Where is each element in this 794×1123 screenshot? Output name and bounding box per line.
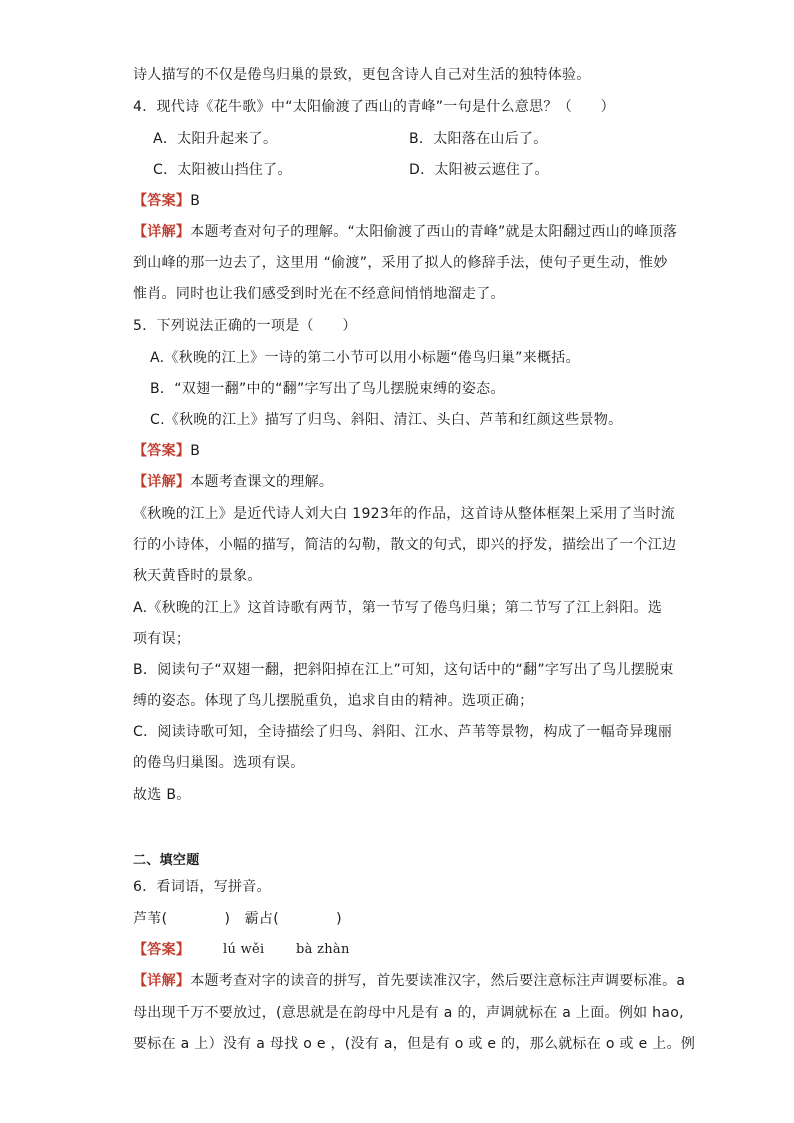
q4-answer (133, 191, 200, 211)
detail-label: 【详解】 (133, 973, 191, 989)
section-title: 二、填空题 (133, 853, 200, 868)
q4-option-b: B．太阳落在山后了。 (409, 131, 548, 147)
q5-detail-line: 秋天黄昏时的景象。 (133, 568, 262, 584)
q4-option-c: C．太阳被山挡住了。 (153, 162, 292, 178)
q6-stem: 6．看词语，写拼音。 (133, 879, 271, 895)
q5-detail-line: 行的小诗体，小幅的描写，简洁的勾勒，散文的句式，即兴的抒发，描绘出了一个江边 (133, 537, 677, 553)
q4-option-d: D．太阳被云遮住了。 (409, 162, 549, 178)
answer-label: 【答案】 (133, 443, 191, 459)
q5-detail-line: B．阅读句子“双翅一翻，把斜阳掉在江上”可知，这句话中的“翻”字写出了鸟儿摆脱束 (133, 662, 674, 678)
q5-option-a: A.《秋晚的江上》一诗的第二小节可以用小标题“倦鸟归巢”来概括。 (150, 350, 580, 366)
q5-answer (133, 441, 200, 461)
intro-line: 诗人描写的不仅是倦鸟归巢的景致，更包含诗人自己对生活的独特体验。 (133, 67, 591, 83)
q5-detail-line: 的倦鸟归巢图。选项有误。 (133, 755, 305, 771)
q5-detail-intro: 【详解】本题考查课文的理解。 (133, 474, 334, 490)
q4-option-a: A．太阳升起来了。 (153, 131, 278, 147)
q5-detail-line: 缚的姿态。体现了鸟儿摆脱重负，追求自由的精神。选项正确； (133, 693, 534, 709)
q5-detail-line: C．阅读诗歌可知，全诗描绘了归鸟、斜阳、江水、芦苇等景物，构成了一幅奇异瑰丽 (133, 724, 673, 740)
answer-label: 【答案】 (133, 942, 191, 958)
q4-detail-line-1: 【详解】本题考查对句子的理解。“太阳偷渡了西山的青峰”就是太阳翻过西山的峰顶落 (133, 224, 678, 240)
detail-label: 【详解】 (133, 224, 191, 240)
q5-detail-line: 《秋晚的江上》是近代诗人刘大白 1923年的作品，这首诗从整体框架上采用了当时流 (133, 506, 676, 522)
detail-label: 【详解】 (133, 474, 191, 490)
answer-value: B (190, 193, 201, 209)
answer-label: 【答案】 (133, 193, 191, 209)
q6-detail-line-3: 要标在 a 上）没有 a 母找 o e ，(没有 a，但是有 o 或 e 的，那么就标在 o 或 e 上。例 (133, 1036, 696, 1052)
q5-detail-line: A.《秋晚的江上》这首诗歌有两节，第一节写了倦鸟归巢；第二节写了江上斜阳。选 (133, 600, 663, 616)
q5-stem: 5．下列说法正确的一项是（ ） (133, 318, 357, 334)
q4-stem: 4．现代诗《花牛歌》中“太阳偷渡了西山的青峰”一句是什么意思？（ ） (133, 99, 615, 115)
pinyin-answer-1: lú wěi (223, 942, 265, 957)
q6-words: 芦苇( ) 霸占( ) (133, 911, 342, 927)
q5-option-b: B．“双翅一翻”中的“翻”字写出了鸟儿摆脱束缚的姿态。 (150, 381, 505, 397)
pinyin-answer-2: bà zhàn (296, 942, 350, 957)
q6-detail-line-2: 母出现千万不要放过，(意思就是在韵母中凡是有 a 的，声调就标在 a 上面。例如 hao, (133, 1005, 684, 1021)
q6-detail-line-1: 【详解】本题考查对字的读音的拼写，首先要读准汉字，然后要注意标注声调要标准。a (133, 973, 686, 989)
q4-detail-line-3: 惟肖。同时也让我们感受到时光在不经意间悄悄地溜走了。 (133, 286, 505, 302)
q5-detail-line: 项有误； (133, 631, 191, 647)
q6-answer (133, 940, 190, 960)
answer-value: B (190, 443, 201, 459)
q5-option-c: C.《秋晚的江上》描写了归鸟、斜阳、清江、头白、芦苇和红颜这些景物。 (150, 412, 623, 428)
q4-detail-line-2: 到山峰的那一边去了，这里用 “偷渡”，采用了拟人的修辞手法，使句子更生动，惟妙 (133, 255, 668, 271)
q5-detail-line: 故选 B。 (133, 787, 191, 803)
